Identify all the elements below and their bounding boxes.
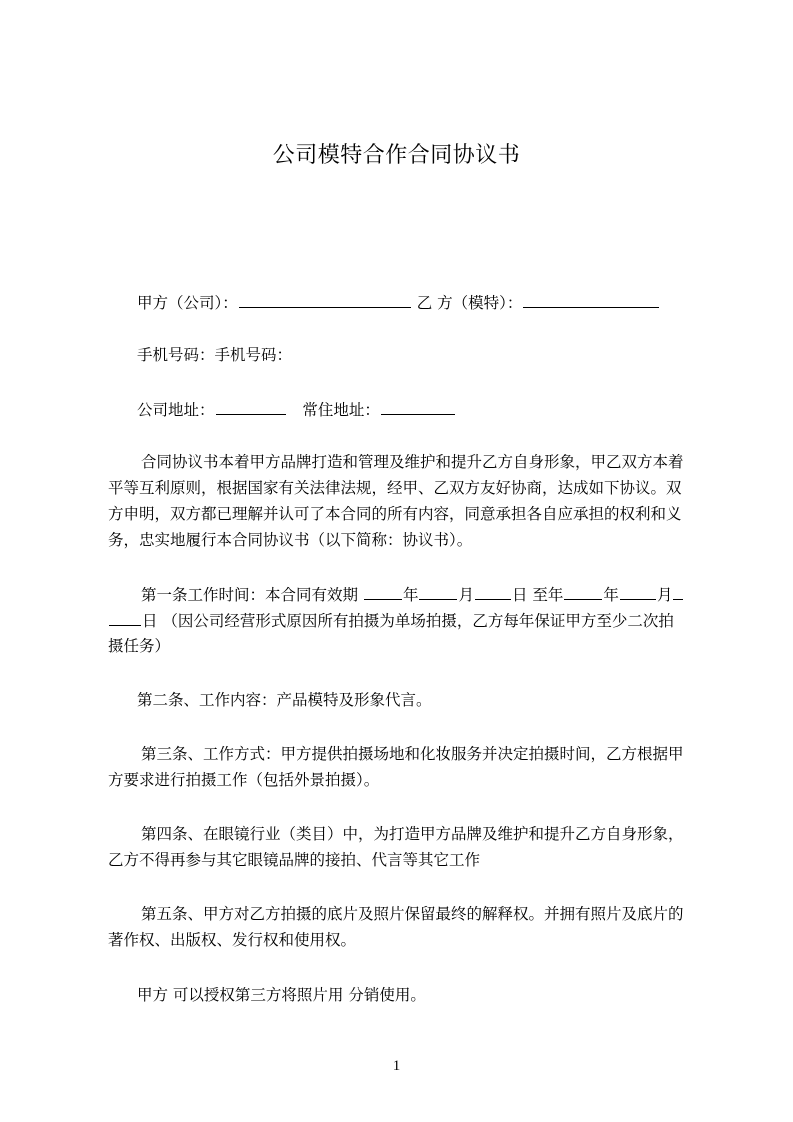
start-year-blank: [364, 584, 402, 600]
article1-prefix: 第一条工作时间：本合同有效期: [141, 586, 363, 604]
end-day-blank: [109, 610, 141, 626]
unit-year: 年: [603, 586, 619, 604]
unit-year: 年: [402, 586, 419, 604]
unit-day: 日: [511, 586, 528, 604]
article1-line1: [141, 584, 684, 605]
residence-address-blank: [381, 399, 455, 415]
phone-line: 手机号码：手机号码：: [137, 346, 293, 364]
end-day-blank-start: [673, 584, 683, 600]
preamble-line: 平等互利原则，根据国家有关法律法规，经甲、乙双方友好协商，达成如下协议。双: [108, 479, 682, 497]
article5-line: 第五条、甲方对乙方拍摄的底片及照片保留最终的解释权。并拥有照片及底片的: [141, 905, 684, 923]
unit-month: 月: [458, 586, 474, 604]
article3-line: 方要求进行拍摄工作（包括外景拍摄）。: [108, 771, 380, 789]
company-address-blank: [216, 399, 286, 415]
article1-line2-text: 日 （因公司经营形式原因所有拍摄为单场拍摄，乙方每年保证甲方至少二次拍: [142, 612, 674, 630]
preamble-line: 方申明，双方都已理解并认可了本合同的所有内容，同意承担各自应承担的权利和义: [108, 505, 682, 523]
authorization-line: 甲方 可以授权第三方将照片用 分销使用。: [137, 986, 426, 1004]
article1-line3: 摄任务）: [108, 637, 171, 655]
party-b-label: 乙 方（模特）：: [416, 294, 523, 312]
article2-line: 第二条、工作内容：产品模特及形象代言。: [137, 691, 432, 709]
start-month-blank: [419, 584, 457, 600]
party-a-label: 甲方（公司）：: [137, 294, 238, 312]
party-a-blank: [239, 292, 411, 308]
preamble-line: 合同协议书本着甲方品牌打造和管理及维护和提升乙方自身形象，甲乙双方本着: [141, 453, 684, 471]
residence-address-label: 常住地址：: [302, 401, 380, 419]
party-b-blank: [523, 292, 659, 308]
party-line: [137, 292, 660, 313]
company-address-label: 公司地址：: [137, 401, 215, 419]
article4-line: 乙方不得再参与其它眼镜品牌的接拍、代言等其它工作: [108, 851, 481, 869]
end-month-blank: [620, 584, 656, 600]
article4-line: 第四条、在眼镜行业（类目）中，为打造甲方品牌及维护和提升乙方自身形象，: [141, 825, 684, 843]
preamble-line: 务，忠实地履行本合同协议书（以下简称：协议书）。: [108, 531, 473, 549]
page-number: 1: [392, 1058, 401, 1074]
start-day-blank: [475, 584, 511, 600]
article5-line: 著作权、出版权、发行权和使用权。: [108, 931, 357, 949]
document-title: 公司模特合作合同协议书: [272, 143, 521, 168]
unit-month: 月: [656, 586, 673, 604]
end-year-blank: [564, 584, 602, 600]
article1-line2: [108, 610, 674, 631]
article3-line: 第三条、工作方式：甲方提供拍摄场地和化妆服务并决定拍摄时间，乙方根据甲: [141, 745, 684, 763]
to-label: 至年: [527, 586, 564, 604]
address-line: [137, 399, 456, 420]
